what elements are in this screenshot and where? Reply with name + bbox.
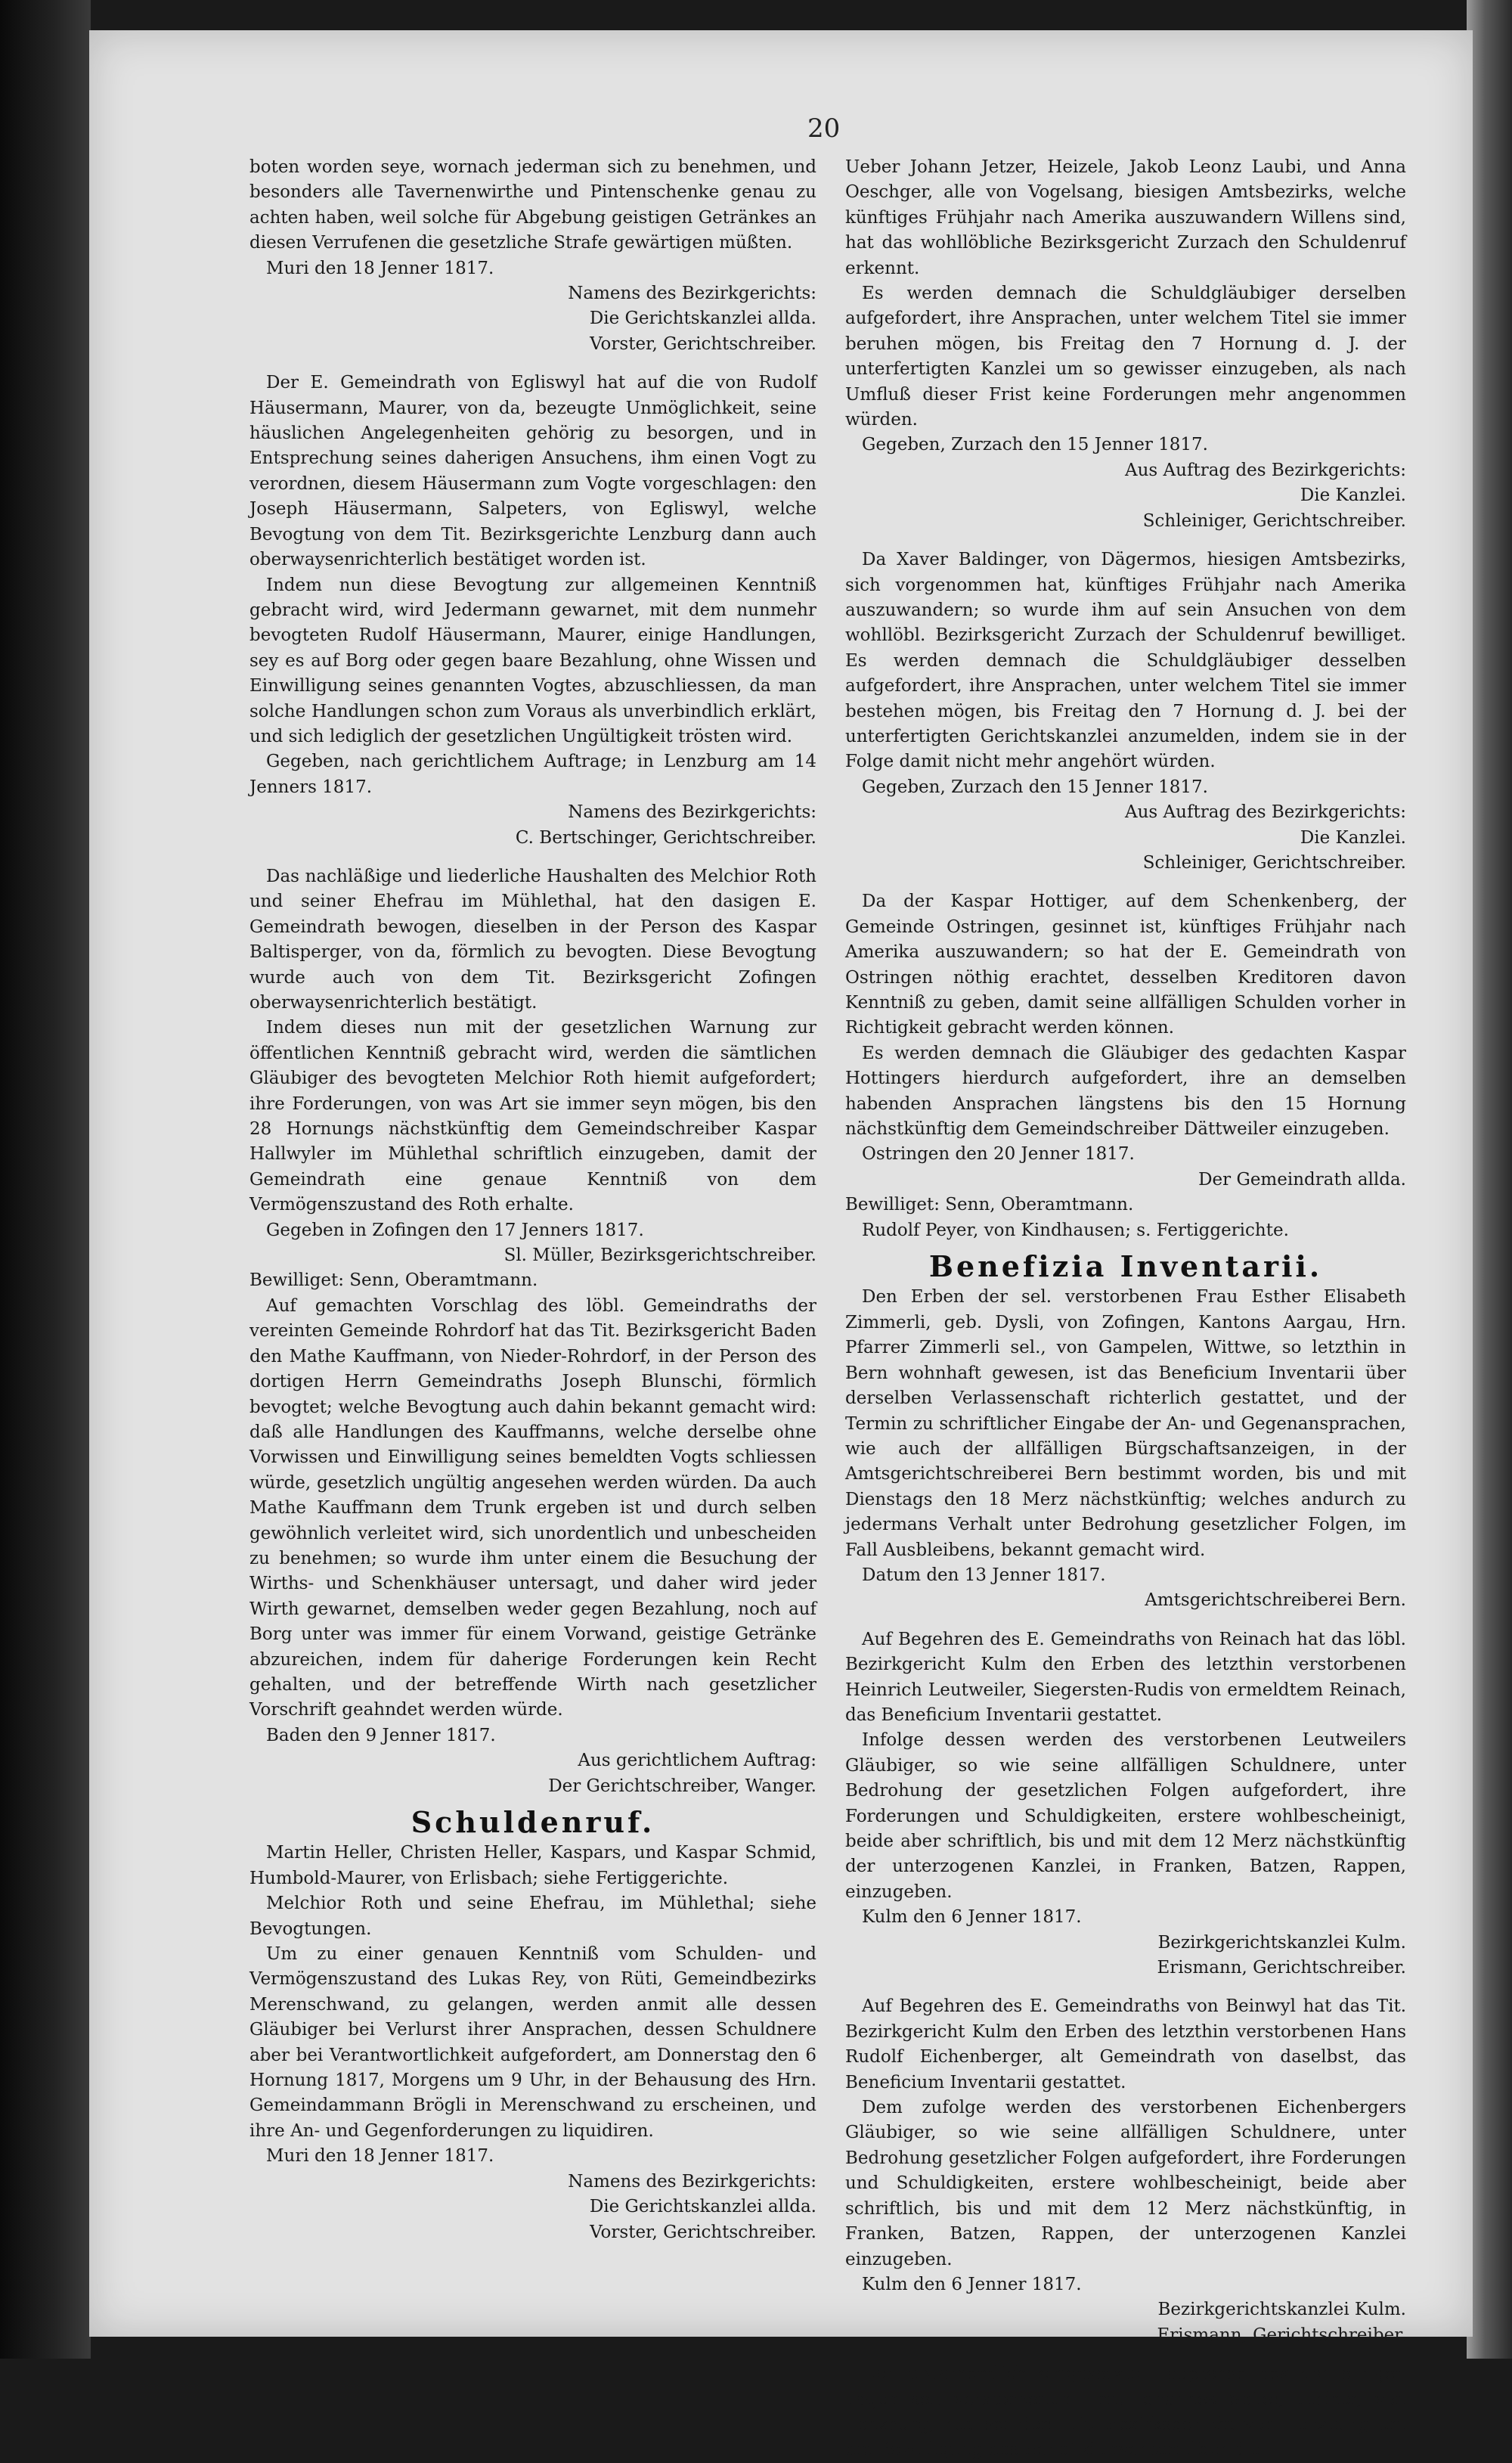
notice-paragraph: Martin Heller, Christen Heller, Kaspars, und Kaspar Schmid, Humbold-Maurer, von Erlisbach; siehe Fertiggerichte.	[249, 1843, 816, 1888]
notice-paragraph: Auf Begehren des E. Gemeindraths von Beinwyl hat das Tit. Bezirkgericht Kulm den Erben des letzthin verstorbenen Hans Rudolf Eichenberger, alt Gemeindrath von daselbst, das Beneficium Inventarii gestattet.	[845, 1996, 1406, 2092]
notice-paragraph: Rudolf Peyer, von Kindhausen; s. Fertiggerichte.	[862, 1220, 1289, 1240]
signature-line: C. Bertschinger, Gerichtschreiber.	[515, 827, 816, 848]
spacer	[845, 534, 1406, 548]
signature-line: Die Kanzlei.	[1300, 827, 1406, 848]
date-line: Kulm den 6 Jenner 1817.	[862, 2274, 1082, 2294]
date-line: Gegeben, Zurzach den 15 Jenner 1817.	[862, 435, 1208, 455]
signature-line: Amtsgerichtschreiberei Bern.	[1145, 1590, 1406, 1611]
notice-paragraph: Den Erben der sel. verstorbenen Frau Esther Elisabeth Zimmerli, geb. Dysli, von Zofingen, Kantons Aargau, Hrn. Pfarrer Zimmerli sel., von Gampelen, Wittwe, so letzthin in Bern wohnhaft gewesen, ist das Beneficium Inventarii über derselben Verlassenschaft richterlich gestattet, und der Termin zu schriftlicher Eingabe der An- und Gegenansprachen, wie auch der allfälligen Bürgschaftsanzeigen, in der Amtsgerichtschreiberei Bern bestimmt worden, bis und mit Dienstags den 18 Merz nächstkünftig; welches andurch zu jedermans Verhalt unter Bedrohung gesetzlicher Folgen, im Fall Ausbleibens, bekannt gemacht wird.	[845, 1287, 1406, 1560]
date-line: Muri den 18 Jenner 1817.	[266, 258, 494, 278]
date-line: Baden den 9 Jenner 1817.	[266, 1725, 496, 1745]
signature-line: Aus Auftrag des Bezirkgerichts:	[1125, 460, 1406, 480]
signature-line: Vorster, Gerichtschreiber.	[590, 333, 816, 354]
signature-line: Der Gerichtschreiber, Wanger.	[548, 1776, 816, 1796]
notice-paragraph: Da der Kaspar Hottiger, auf dem Schenkenberg, der Gemeinde Ostringen, gesinnet ist, künftiges Frühjahr nach Amerika auszuwandern; so hat der E. Gemeindrath von Ostringen nöthig erachtet, desselben Kreditoren davon Kenntniß zu geben, damit seine allfälligen Schulden vorher in Richtigkeit gebracht werden können.	[845, 892, 1406, 1038]
date-line: Datum den 13 Jenner 1817.	[862, 1565, 1106, 1585]
signature-line: Erismann, Gerichtschreiber.	[1157, 1958, 1406, 1978]
notice-paragraph: Da Xaver Baldinger, von Dägermos, hiesigen Amtsbezirks, sich vorgenommen hat, künftiges Frühjahr nach Amerika auszuwandern; so wurde ihm auf sein Ansuchen von dem wohllöbl. Bezirksgericht Zurzach der Schuldenruf bewilliget. Es werden demnach die Schuldgläubiger desselben aufgefordert, ihre Ansprachen, unter welchem Titel sie immer bestehen mögen, bis Freitag den 7 Hornung d. J. bei der unterfertigten Gerichtskanzlei anzumelden, indem sie in der Folge damit nicht mehr angehört würden.	[845, 550, 1406, 772]
spacer	[845, 1614, 1406, 1627]
left-column	[249, 155, 816, 2245]
signature-line: Schleiniger, Gerichtschreiber.	[1142, 510, 1406, 531]
notice-paragraph: Das nachläßige und liederliche Haushalten des Melchior Roth und seiner Ehefrau im Mühlethal, hat den dasigen E. Gemeindrath bewogen, dieselben in der Person des Kaspar Baltisperger, von da, förmlich zu bevogten. Diese Bevogtung wurde auch von dem Tit. Bezirksgericht Zofingen oberwaysenrichterlich bestätigt.	[249, 866, 816, 1013]
date-line: Muri den 18 Jenner 1817.	[266, 2146, 494, 2167]
notice-paragraph: Ueber Johann Jetzer, Heizele, Jakob Leonz Laubi, und Anna Oeschger, alle von Vogelsang, biesigen Amtsbezirks, welche künftiges Frühjahr nach Amerika auszuwandern Willens sind, hat das wohllöbliche Bezirksgericht Zurzach den Schuldenruf erkennt.	[845, 157, 1406, 278]
signature-line: Der Gemeindrath allda.	[1198, 1169, 1406, 1190]
signature-line: Die Gerichtskanzlei allda.	[589, 2197, 816, 2217]
spacer	[249, 851, 816, 864]
signature-line: Vorster, Gerichtschreiber.	[590, 2222, 816, 2242]
signature-line: Namens des Bezirkgerichts:	[568, 284, 816, 304]
section-heading: Schuldenruf.	[411, 1805, 655, 1839]
signature-line: Aus gerichtlichem Auftrag:	[578, 1751, 816, 1771]
date-line: Ostringen den 20 Jenner 1817.	[862, 1144, 1135, 1165]
notice-paragraph: Auf Begehren des E. Gemeindraths von Reinach hat das löbl. Bezirkgericht Kulm den Erben des letzthin verstorbenen Heinrich Leutweiler, Siegersten-Rudis von ermeldtem Reinach, das Beneficium Inventarii gestattet.	[845, 1629, 1406, 1725]
signature-line: Aus Auftrag des Bezirkgerichts:	[1125, 802, 1406, 823]
signature-line: Bezirkgerichtskanzlei Kulm.	[1157, 1932, 1406, 1953]
page-number: 20	[807, 113, 841, 144]
notice-paragraph: Es werden demnach die Schuldgläubiger derselben aufgefordert, ihre Ansprachen, unter welchem Titel sie immer beruhen mögen, bis Freitag den 7 Hornung d. J. der unterfertigten Kanzlei um so gewisser einzugeben, als nach Umfluß dieser Frist keine Forderungen mehr angenommen würden.	[845, 284, 1406, 430]
notice-paragraph: Bewilliget: Senn, Oberamtmann.	[249, 1270, 538, 1291]
date-line: Kulm den 6 Jenner 1817.	[862, 1907, 1082, 1928]
signature-line: Die Kanzlei.	[1300, 485, 1406, 506]
signature-line: Erismann, Gerichtschreiber.	[1157, 2325, 1406, 2345]
spacer	[845, 876, 1406, 889]
section-heading: Benefizia Inventarii.	[928, 1249, 1323, 1284]
notice-paragraph: Infolge dessen werden des verstorbenen Leutweilers Gläubiger, so wie seine allfälligen Schuldnere, unter Bedrohung der gesetzlichen Folgen aufgefordert, ihre Forderungen und Schuldigkeiten, erstere wohlbescheinigt, beide aber schriftlich, bis und mit dem 12 Merz nächstkünftig der unterzogenen Kanzlei, in Franken, Batzen, Rappen, einzugeben.	[845, 1730, 1406, 1902]
notice-paragraph: Auf gemachten Vorschlag des löbl. Gemeindraths der vereinten Gemeinde Rohrdorf hat das Tit. Bezirksgericht Baden den Mathe Kauffmann, von Nieder-Rohrdorf, in der Person des dortigen Herrn Gemeindraths Joseph Blunschi, förmlich bevogtet; welche Bevogtung auch dahin bekannt gemacht wird: daß alle Handlungen des Kauffmanns, welche derselbe ohne Vorwissen und Einwilligung seines bemeldten Vogts schliessen würde, gesetzlich ungültig angesehen werden würden. Da auch Mathe Kauffmann dem Trunk ergeben ist und durch selben gewöhnlich verleitet wird, sich unordentlich und unbescheiden zu benehmen; so wurde ihm unter einem die Besuchung der Wirths- und Schenkhäuser untersagt, und daher wird jeder Wirth gewarnet, demselben weder gegen Bezahlung, noch auf Borg unter was immer für einem Vorwand, geistige Getränke abzureichen, indem für daherige Forderungen kein Recht gehalten, und der betreffende Wirth nach gesetzlicher Vorschrift geahndet werden würde.	[249, 1295, 816, 1720]
notice-paragraph: Indem nun diese Bevogtung zur allgemeinen Kenntniß gebracht wird, wird Jedermann gewarnet, mit dem nunmehr bevogteten Rudolf Häusermann, Maurer, einige Handlungen, sey es auf Borg oder gegen baare Bezahlung, ohne Wissen und Einwilligung seines genannten Vogtes, abzuschliessen, da man solche Handlungen schon zum Voraus als unverbindlich erklärt, und sich lediglich der gesetzlichen Ungültigkeit trösten wird.	[249, 575, 816, 746]
date-line: Gegeben in Zofingen den 17 Jenners 1817.	[266, 1220, 644, 1240]
spacer	[249, 357, 816, 371]
signature-line: Schleiniger, Gerichtschreiber.	[1142, 852, 1406, 873]
signature-line: Bezirkgerichtskanzlei Kulm.	[1157, 2300, 1406, 2320]
notice-paragraph: Melchior Roth und seine Ehefrau, im Mühlethal; siehe Bevogtungen.	[249, 1894, 816, 1939]
notice-paragraph: Bewilliget: Senn, Oberamtmann.	[845, 1195, 1134, 1215]
notice-paragraph: Dem zufolge werden des verstorbenen Eichenbergers Gläubiger, so wie seine allfälligen Schuldnere, unter Bedrohung gesetzlicher Folgen aufgefordert, ihre Forderungen und Schuldigkeiten, erstere wohlbescheinigt, beide aber schriftlich, bis und mit dem 12 Merz nächstkünftig, in Franken, Batzen, Rappen, der unterzogenen Kanzlei einzugeben.	[845, 2098, 1406, 2269]
signature-line: Namens des Bezirkgerichts:	[568, 802, 816, 823]
notice-paragraph: Gegeben, nach gerichtlichem Auftrage; in Lenzburg am 14 Jenners 1817.	[249, 752, 816, 797]
notice-paragraph: Der E. Gemeindrath von Egliswyl hat auf die von Rudolf Häusermann, Maurer, von da, bezeugte Unmöglichkeit, seine häuslichen Angelegenheiten gehörig zu besorgen, und in Entsprechung seines daherigen Ansuchens, ihm einen Vogt zu verordnen, diesem Häusermann zum Vogte vorgeschlagen: den Joseph Häusermann, Salpeters, von Egliswyl, welche Bevogtung von dem Tit. Bezirksgerichte Lenzburg dann auch oberwaysenrichterlich bestätiget worden ist.	[249, 373, 816, 570]
notice-paragraph: Es werden demnach die Gläubiger des gedachten Kaspar Hottingers hierdurch aufgefordert, ihre an demselben habenden Ansprachen längstens bis den 15 Hornung nächstkünftig dem Gemeindschreiber Dättweiler einzugeben.	[845, 1043, 1406, 1140]
spacer	[845, 1981, 1406, 1994]
notice-paragraph: Der testamentlich eingesetzte Haupterbe des vor einigen Tagen sel. verstorbenen Hrn. Johannes Seiler, Hafner, von Lenzburg, hat bei dem Tit. Bezirksgericht von Lenzburg um die Bewilligung des Benefizi Inventari über die	[845, 2364, 1406, 2460]
signature-line: Namens des Bezirkgerichts:	[568, 2171, 816, 2192]
date-line: Gegeben, Zurzach den 15 Jenner 1817.	[862, 777, 1208, 797]
notice-paragraph: boten worden seye, wornach jederman sich zu benehmen, und besonders alle Tavernenwirthe und Pintenschenke genau zu achten haben, weil solche für Abgebung geistigen Getränkes an diesen Verrufenen die gesetzliche Strafe gewärtigen müßten.	[249, 157, 816, 253]
spacer	[845, 2348, 1406, 2362]
scan-left-edge	[0, 0, 91, 2359]
notice-paragraph: Indem dieses nun mit der gesetzlichen Warnung zur öffentlichen Kenntniß gebracht wird, werden die sämtlichen Gläubiger des bevogteten Melchior Roth hiemit aufgefordert; ihre Forderungen, von was Art sie immer seyn mögen, bis den 28 Hornungs nächstkünftig dem Gemeindschreiber Kaspar Hallwyler im Mühlethal schriftlich einzugeben, damit der Gemeindrath eine genaue Kenntniß von dem Vermögenszustand des Roth erhalte.	[249, 1018, 816, 1215]
signature-line: Sl. Müller, Bezirksgerichtschreiber.	[503, 1245, 816, 1266]
signature-line: Die Gerichtskanzlei allda.	[589, 309, 816, 329]
right-column	[845, 155, 1406, 2463]
scan-right-edge	[1467, 0, 1512, 2359]
notice-paragraph: Um zu einer genauen Kenntniß vom Schulden- und Vermögenszustand des Lukas Rey, von Rüti, Gemeindbezirks Merenschwand, zu gelangen, werden anmit alle dessen Gläubiger bei Verlurst ihrer Ansprachen, dessen Schuldnere aber bei Verantwortlichkeit aufgefordert, am Donnerstag den 6 Hornung 1817, Morgens um 9 Uhr, in der Behausung des Hrn. Gemeindammann Brögli in Merenschwand zu erscheinen, und ihre An- und Gegenforderungen zu liquidiren.	[249, 1944, 816, 2141]
